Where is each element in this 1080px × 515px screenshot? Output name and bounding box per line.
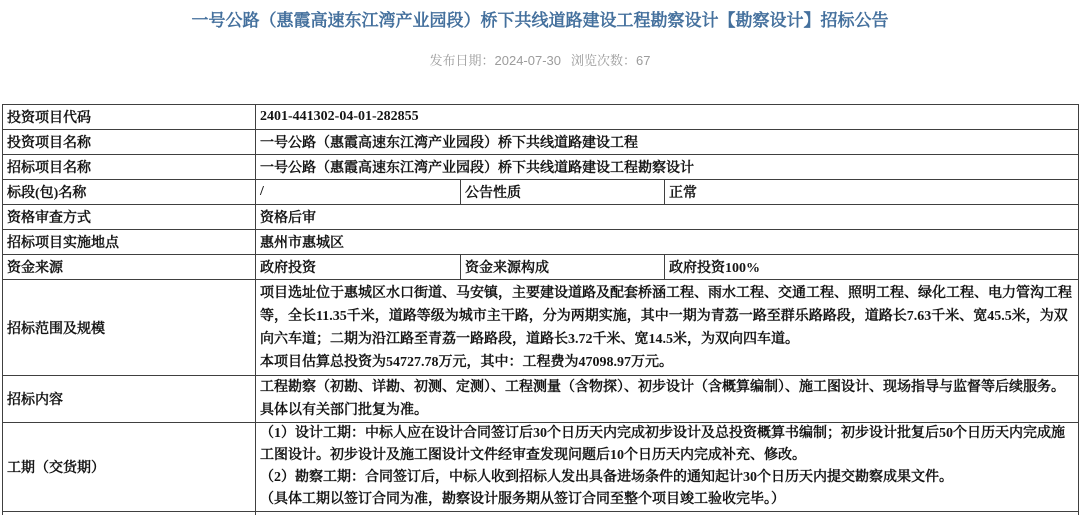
row-label: 招标项目名称 bbox=[3, 155, 256, 180]
row-value bbox=[256, 423, 1079, 512]
table-row bbox=[3, 130, 1079, 155]
table-row-clipped bbox=[3, 512, 1079, 515]
table-row bbox=[3, 180, 1079, 205]
row-label: 招标项目实施地点 bbox=[3, 230, 256, 255]
row-value: 资格后审 bbox=[256, 205, 1079, 230]
row-label: 标段(包)名称 bbox=[3, 180, 256, 205]
row-text-line: （1）设计工期：中标人应在设计合同签订后30个日历天内完成初步设计及总投资概算书编制；初步设计批复后50个日历天内完成施工图设计。初步设计及施工图设计文件经审查发现问题后10个日历天内完成补充、修改。 bbox=[260, 426, 1065, 463]
table-row bbox=[3, 105, 1079, 130]
row-value: / bbox=[256, 180, 461, 205]
row-value bbox=[256, 280, 1079, 376]
table-row bbox=[3, 205, 1079, 230]
page-title: 一号公路（惠霞高速东江湾产业园段）桥下共线道路建设工程勘察设计【勘察设计】招标公告 bbox=[191, 11, 889, 30]
table-row bbox=[3, 376, 1079, 423]
row-text-line: 具体以有关部门批复为准。 bbox=[260, 403, 428, 418]
row-text-line: （2）勘察工期：合同签订后，中标人收到招标人发出具备进场条件的通知起计30个日历天内提交勘察成果文件。 bbox=[260, 470, 953, 485]
row-text-line: 项目选址位于惠城区水口街道、马安镇，主要建设道路及配套桥涵工程、雨水工程、交通工程、照明工程、绿化工程、电力管沟工程等，全长11.35千米，道路等级为城市主干路，分为两期实施，其中一期为青荔一路至群乐路路段，道路长7.63千米、宽45.5米，为双向六车道；二期为沿江路至青荔一路路段，道路长3.72千米、宽14.5米，为双向四车道。 bbox=[260, 285, 1072, 347]
table-row bbox=[3, 230, 1079, 255]
publish-date-value: 2024-07-30 bbox=[494, 53, 562, 68]
row-text-line: （具体工期以签订合同为准，勘察设计服务期从签订合同至整个项目竣工验收完毕。） bbox=[260, 492, 785, 507]
row-text-line: 本项目估算总投资为54727.78万元，其中：工程费为47098.97万元。 bbox=[260, 354, 673, 370]
row-value bbox=[256, 512, 1079, 515]
row-value: 一号公路（惠霞高速东江湾产业园段）桥下共线道路建设工程 bbox=[256, 130, 1079, 155]
views-label: 浏览次数： bbox=[571, 53, 637, 68]
row-label: 招标内容 bbox=[3, 376, 256, 423]
table-row bbox=[3, 155, 1079, 180]
row-text-line: 工程勘察（初勘、详勘、初测、定测）、工程测量（含物探）、初步设计（含概算编制）、施工图设计、现场指导与监督等后续服务。 bbox=[260, 380, 1065, 395]
row-label: 资金来源 bbox=[3, 255, 256, 280]
row-value: 2401-441302-04-01-282855 bbox=[256, 105, 1079, 130]
row-label: 投资项目名称 bbox=[3, 130, 256, 155]
tender-info-table bbox=[2, 104, 1079, 515]
row-label bbox=[3, 512, 256, 515]
row-label-secondary: 公告性质 bbox=[461, 180, 665, 205]
table-row bbox=[3, 423, 1079, 512]
row-label: 工期（交货期） bbox=[3, 423, 256, 512]
views-count: 67 bbox=[636, 53, 651, 68]
table-row bbox=[3, 280, 1079, 376]
table-row bbox=[3, 255, 1079, 280]
row-label: 招标范围及规模 bbox=[3, 280, 256, 376]
row-value-secondary: 政府投资100% bbox=[665, 255, 1079, 280]
row-label: 投资项目代码 bbox=[3, 105, 256, 130]
row-value: 惠州市惠城区 bbox=[256, 230, 1079, 255]
row-label: 资格审查方式 bbox=[3, 205, 256, 230]
publish-date-label: 发布日期： bbox=[429, 53, 495, 68]
row-value: 一号公路（惠霞高速东江湾产业园段）桥下共线道路建设工程勘察设计 bbox=[256, 155, 1079, 180]
publish-meta bbox=[0, 53, 1080, 69]
row-label-secondary: 资金来源构成 bbox=[461, 255, 665, 280]
row-value bbox=[256, 376, 1079, 423]
row-value-secondary: 正常 bbox=[665, 180, 1079, 205]
row-value: 政府投资 bbox=[256, 255, 461, 280]
